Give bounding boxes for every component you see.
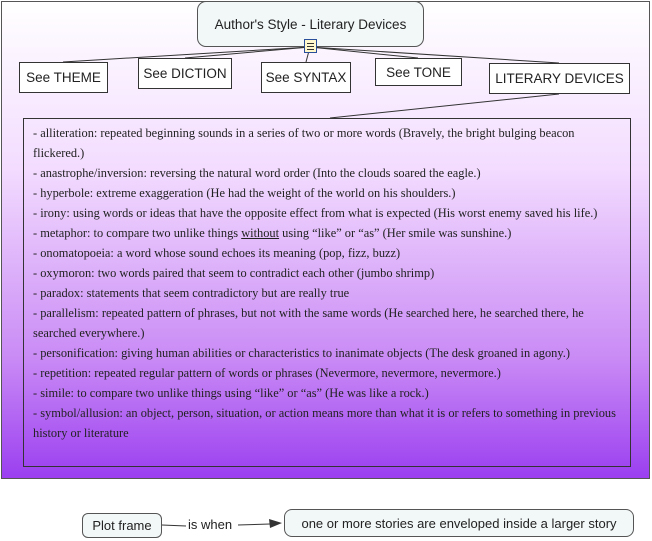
see-diction-label: See DICTION: [143, 66, 227, 81]
see-theme-node[interactable]: [19, 62, 108, 93]
literary-devices-node[interactable]: [489, 63, 630, 94]
plot-frame-node[interactable]: [82, 513, 162, 538]
document-icon[interactable]: [304, 39, 317, 53]
see-syntax-label: See SYNTAX: [265, 70, 347, 85]
literary-devices-label: LITERARY DEVICES: [495, 71, 624, 86]
metaphor-text-b: using “like” or “as” (Her smile was sunshine.): [279, 226, 512, 240]
device-repetition: - repetition: repeated regular pattern of words or phrases (Nevermore, nevermore, nevermore.): [33, 366, 501, 380]
device-hyperbole: - hyperbole: extreme exaggeration (He had the weight of the world on his shoulders.): [33, 186, 456, 200]
plot-definition-label: one or more stories are enveloped inside a larger story: [301, 515, 617, 531]
see-theme-label: See THEME: [26, 70, 101, 85]
see-diction-node[interactable]: [138, 58, 232, 89]
device-oxymoron: - oxymoron: two words paired that seem to contradict each other (jumbo shrimp): [33, 266, 435, 280]
device-symbol-allusion: - symbol/allusion: an object, person, situation, or action means more than what it is or refers to something in previous history or literature: [33, 406, 616, 440]
metaphor-underlined-word: without: [241, 226, 280, 240]
see-tone-label: See TONE: [386, 64, 451, 80]
literary-devices-list[interactable]: [23, 118, 631, 467]
device-alliteration: - alliteration: repeated beginning sounds in a series of two or more words (Bravely, the bright bulging beacon flickered.): [33, 126, 575, 160]
see-syntax-node[interactable]: [261, 62, 351, 93]
root-concept-label: Author's Style - Literary Devices: [214, 16, 407, 32]
device-metaphor: [33, 223, 622, 243]
device-paradox: - paradox: statements that seem contradictory but are really true: [33, 286, 350, 300]
plot-frame-label: Plot frame: [92, 518, 152, 533]
device-anastrophe: - anastrophe/inversion: reversing the natural word order (Into the clouds soared the eagle.): [33, 166, 481, 180]
device-irony: - irony: using words or ideas that have the opposite effect from what is expected (His worst enemy saved his life.): [33, 206, 598, 220]
plot-definition-node[interactable]: [284, 509, 634, 537]
device-parallelism: - parallelism: repeated pattern of phrases, but not with the same words (He searched here, he searched there, he searched everywhere.): [33, 306, 584, 340]
device-simile: - simile: to compare two unlike things using “like” or “as” (He was like a rock.): [33, 386, 429, 400]
device-personification: - personification: giving human abilities or characteristics to inanimate objects (The desk groaned in agony.): [33, 346, 570, 360]
device-onomatopoeia: - onomatopoeia: a word whose sound echoes its meaning (pop, fizz, buzz): [33, 246, 401, 260]
see-tone-node[interactable]: [375, 58, 462, 86]
is-when-link-label: is when: [188, 517, 233, 532]
metaphor-text-a: - metaphor: to compare two unlike things: [33, 226, 242, 240]
